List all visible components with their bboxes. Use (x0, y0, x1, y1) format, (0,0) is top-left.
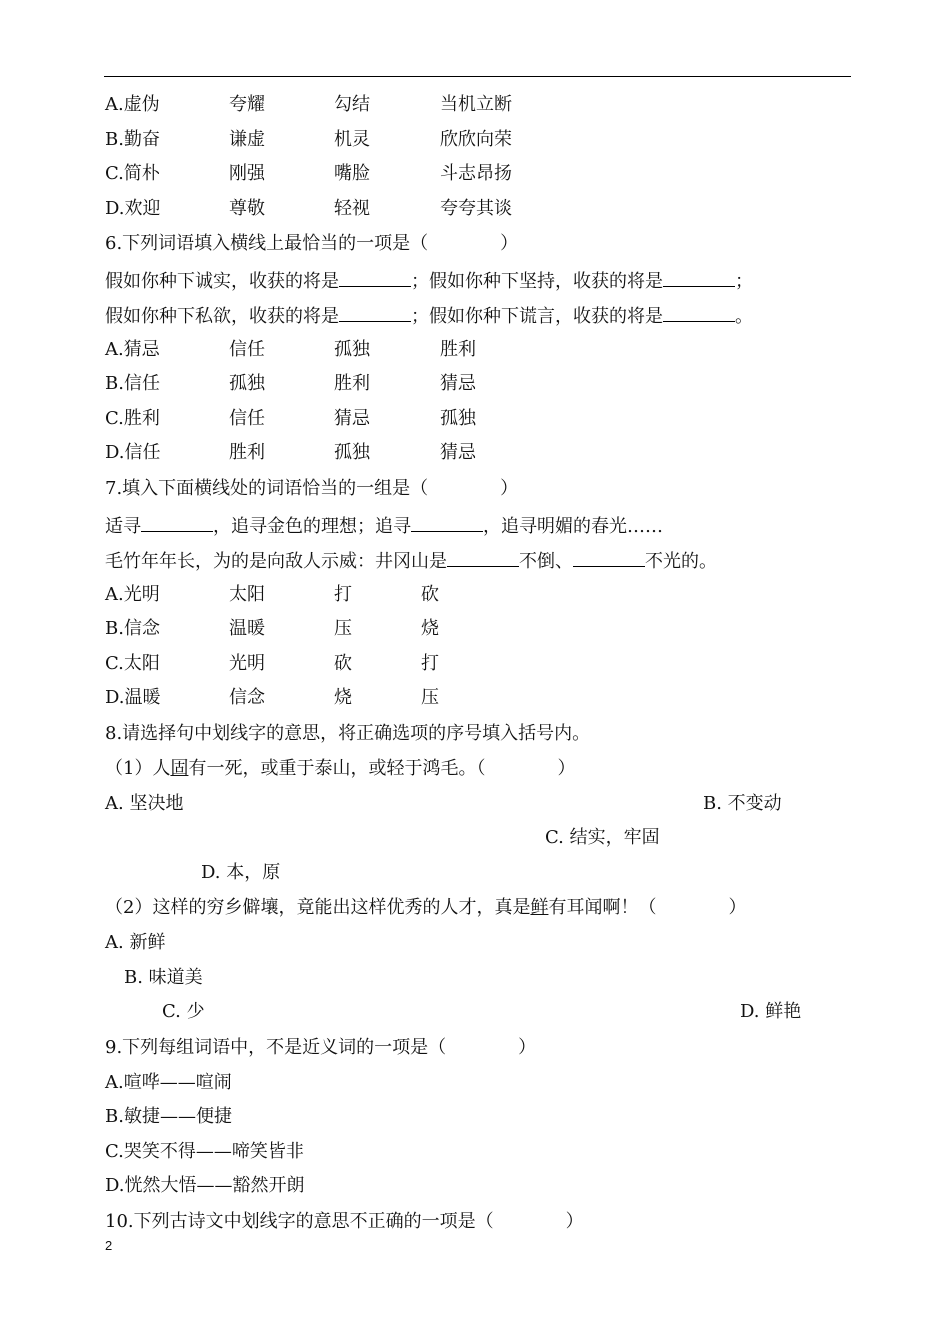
q8-s2-option-b: B. 味道美 (124, 967, 203, 988)
q7-s2-part-a: 毛竹年年长，为的是向敌人示威：井冈山是 (105, 551, 447, 572)
q7-option-d-word3: 压 (421, 687, 439, 708)
q8-s2-option-c: C. 少 (162, 1001, 205, 1022)
q7-option-c-label: C.太阳 (105, 653, 160, 674)
q9-option-b: B.敏捷——便捷 (105, 1106, 232, 1127)
q7-option-d-word1: 信念 (229, 687, 265, 708)
q7-s1-part-c: ，追寻明媚的春光…… (483, 516, 663, 537)
q8-s1-underlined-char: 固 (170, 758, 189, 779)
q7-s2-part-c: 不光的。 (645, 551, 717, 572)
q7-option-b-word2: 压 (334, 618, 352, 639)
q8-s1-part-a: （1）人 (105, 758, 171, 779)
q5-option-b-label: B.勤奋 (105, 129, 160, 150)
q8-s2-part-b: 有耳闻啊！（ ） (548, 897, 747, 918)
q6-blank-3 (339, 303, 411, 322)
q8-s2-option-a: A. 新鲜 (105, 932, 166, 953)
q6-option-d-word1: 胜利 (229, 442, 265, 463)
q5-option-c-label: C.简朴 (105, 163, 160, 184)
q6-s1-part-a: 假如你种下诚实，收获的将是 (105, 271, 339, 292)
q5-option-d-label: D.欢迎 (105, 198, 161, 219)
q6-option-a-word1: 信任 (229, 339, 265, 360)
q5-option-b-word3: 欣欣向荣 (440, 129, 512, 150)
header-rule (104, 76, 851, 77)
q7-option-b-word1: 温暖 (229, 618, 265, 639)
q8-s2-option-d: D. 鲜艳 (740, 1001, 802, 1022)
q5-option-b-word2: 机灵 (334, 129, 370, 150)
q7-option-c-word3: 打 (421, 653, 439, 674)
q7-blank-2 (411, 513, 483, 532)
q7-option-d-word2: 烧 (334, 687, 352, 708)
q6-option-c-word1: 信任 (229, 408, 265, 429)
q5-option-a-word1: 夸耀 (229, 94, 265, 115)
q7-sentence-1 (105, 513, 663, 539)
q7-option-a-word2: 打 (334, 584, 352, 605)
q5-option-d-word1: 尊敬 (229, 198, 265, 219)
q6-option-c-word3: 孤独 (440, 408, 476, 429)
q6-option-a-word2: 孤独 (334, 339, 370, 360)
q7-s2-part-b: 不倒、 (519, 551, 573, 572)
q6-blank-2 (663, 268, 735, 287)
q8-s2-part-a: （2）这样的穷乡僻壤，竟能出这样优秀的人才，真是 (105, 897, 531, 918)
q6-option-b-word3: 猜忌 (440, 373, 476, 394)
q7-option-b-label: B.信念 (105, 618, 160, 639)
q6-option-c-word2: 猜忌 (334, 408, 370, 429)
q6-s2-part-c: 。 (735, 306, 753, 327)
q6-s1-part-c: ； (735, 271, 753, 292)
q5-option-a-word3: 当机立断 (440, 94, 512, 115)
q6-s2-part-a: 假如你种下私欲，收获的将是 (105, 306, 339, 327)
q6-sentence-2 (105, 303, 753, 329)
q7-option-a-word3: 砍 (421, 584, 439, 605)
q6-option-b-word2: 胜利 (334, 373, 370, 394)
q8-s1-part-b: 有一死，或重于泰山，或轻于鸿毛。（ ） (188, 758, 576, 779)
q7-option-d-label: D.温暖 (105, 687, 161, 708)
q8-s1-option-a: A. 坚决地 (105, 793, 184, 814)
q8-s1-option-c: C. 结实，牢固 (545, 827, 660, 848)
q6-stem: 6.下列词语填入横线上最恰当的一项是（ ） (105, 233, 519, 254)
q7-option-b-word3: 烧 (421, 618, 439, 639)
q9-option-d: D.恍然大悟——豁然开朗 (105, 1175, 305, 1196)
q5-option-d-word2: 轻视 (334, 198, 370, 219)
q6-s1-part-b: ；假如你种下坚持，收获的将是 (411, 271, 663, 292)
q8-sentence-1 (105, 757, 575, 781)
q8-s1-option-d: D. 本，原 (201, 862, 281, 883)
q5-option-a-word2: 勾结 (334, 94, 370, 115)
q5-option-a-label: A.虚伪 (105, 94, 160, 115)
q6-option-d-label: D.信任 (105, 442, 161, 463)
q6-option-c-label: C.胜利 (105, 408, 160, 429)
q5-option-b-word1: 谦虚 (229, 129, 265, 150)
q9-option-c: C.哭笑不得——啼笑皆非 (105, 1141, 304, 1162)
page-number: 2 (105, 1238, 113, 1253)
q9-stem: 9.下列每组词语中，不是近义词的一项是（ ） (105, 1037, 537, 1058)
q6-s2-part-b: ；假如你种下谎言，收获的将是 (411, 306, 663, 327)
q7-blank-1 (141, 513, 213, 532)
q8-stem: 8.请选择句中划线字的意思，将正确选项的序号填入括号内。 (105, 723, 591, 744)
q9-option-a: A.喧哗——喧闹 (105, 1072, 232, 1093)
q5-option-c-word2: 嘴脸 (334, 163, 370, 184)
q5-option-c-word1: 刚强 (229, 163, 265, 184)
q8-s1-option-b: B. 不变动 (703, 793, 782, 814)
q6-blank-1 (339, 268, 411, 287)
q5-option-d-word3: 夸夸其谈 (440, 198, 512, 219)
q6-blank-4 (663, 303, 735, 322)
q7-stem: 7.填入下面横线处的词语恰当的一组是（ ） (105, 478, 519, 499)
q7-blank-3 (447, 548, 519, 567)
q5-option-c-word3: 斗志昂扬 (440, 163, 512, 184)
q7-blank-4 (573, 548, 645, 567)
q10-stem: 10.下列古诗文中划线字的意思不正确的一项是（ ） (105, 1211, 584, 1232)
q7-option-c-word1: 光明 (229, 653, 265, 674)
q8-s2-underlined-char: 鲜 (530, 897, 549, 918)
q7-sentence-2 (105, 548, 717, 574)
q8-sentence-2 (105, 896, 746, 920)
q7-option-a-word1: 太阳 (229, 584, 265, 605)
q6-option-b-label: B.信任 (105, 373, 160, 394)
q7-s1-part-a: 适寻 (105, 516, 141, 537)
q7-option-c-word2: 砍 (334, 653, 352, 674)
q7-s1-part-b: ，追寻金色的理想；追寻 (213, 516, 411, 537)
q6-option-a-label: A.猜忌 (105, 339, 160, 360)
q7-option-a-label: A.光明 (105, 584, 160, 605)
q6-option-d-word3: 猜忌 (440, 442, 476, 463)
q6-option-d-word2: 孤独 (334, 442, 370, 463)
q6-option-a-word3: 胜利 (440, 339, 476, 360)
q6-option-b-word1: 孤独 (229, 373, 265, 394)
q6-sentence-1 (105, 268, 753, 294)
